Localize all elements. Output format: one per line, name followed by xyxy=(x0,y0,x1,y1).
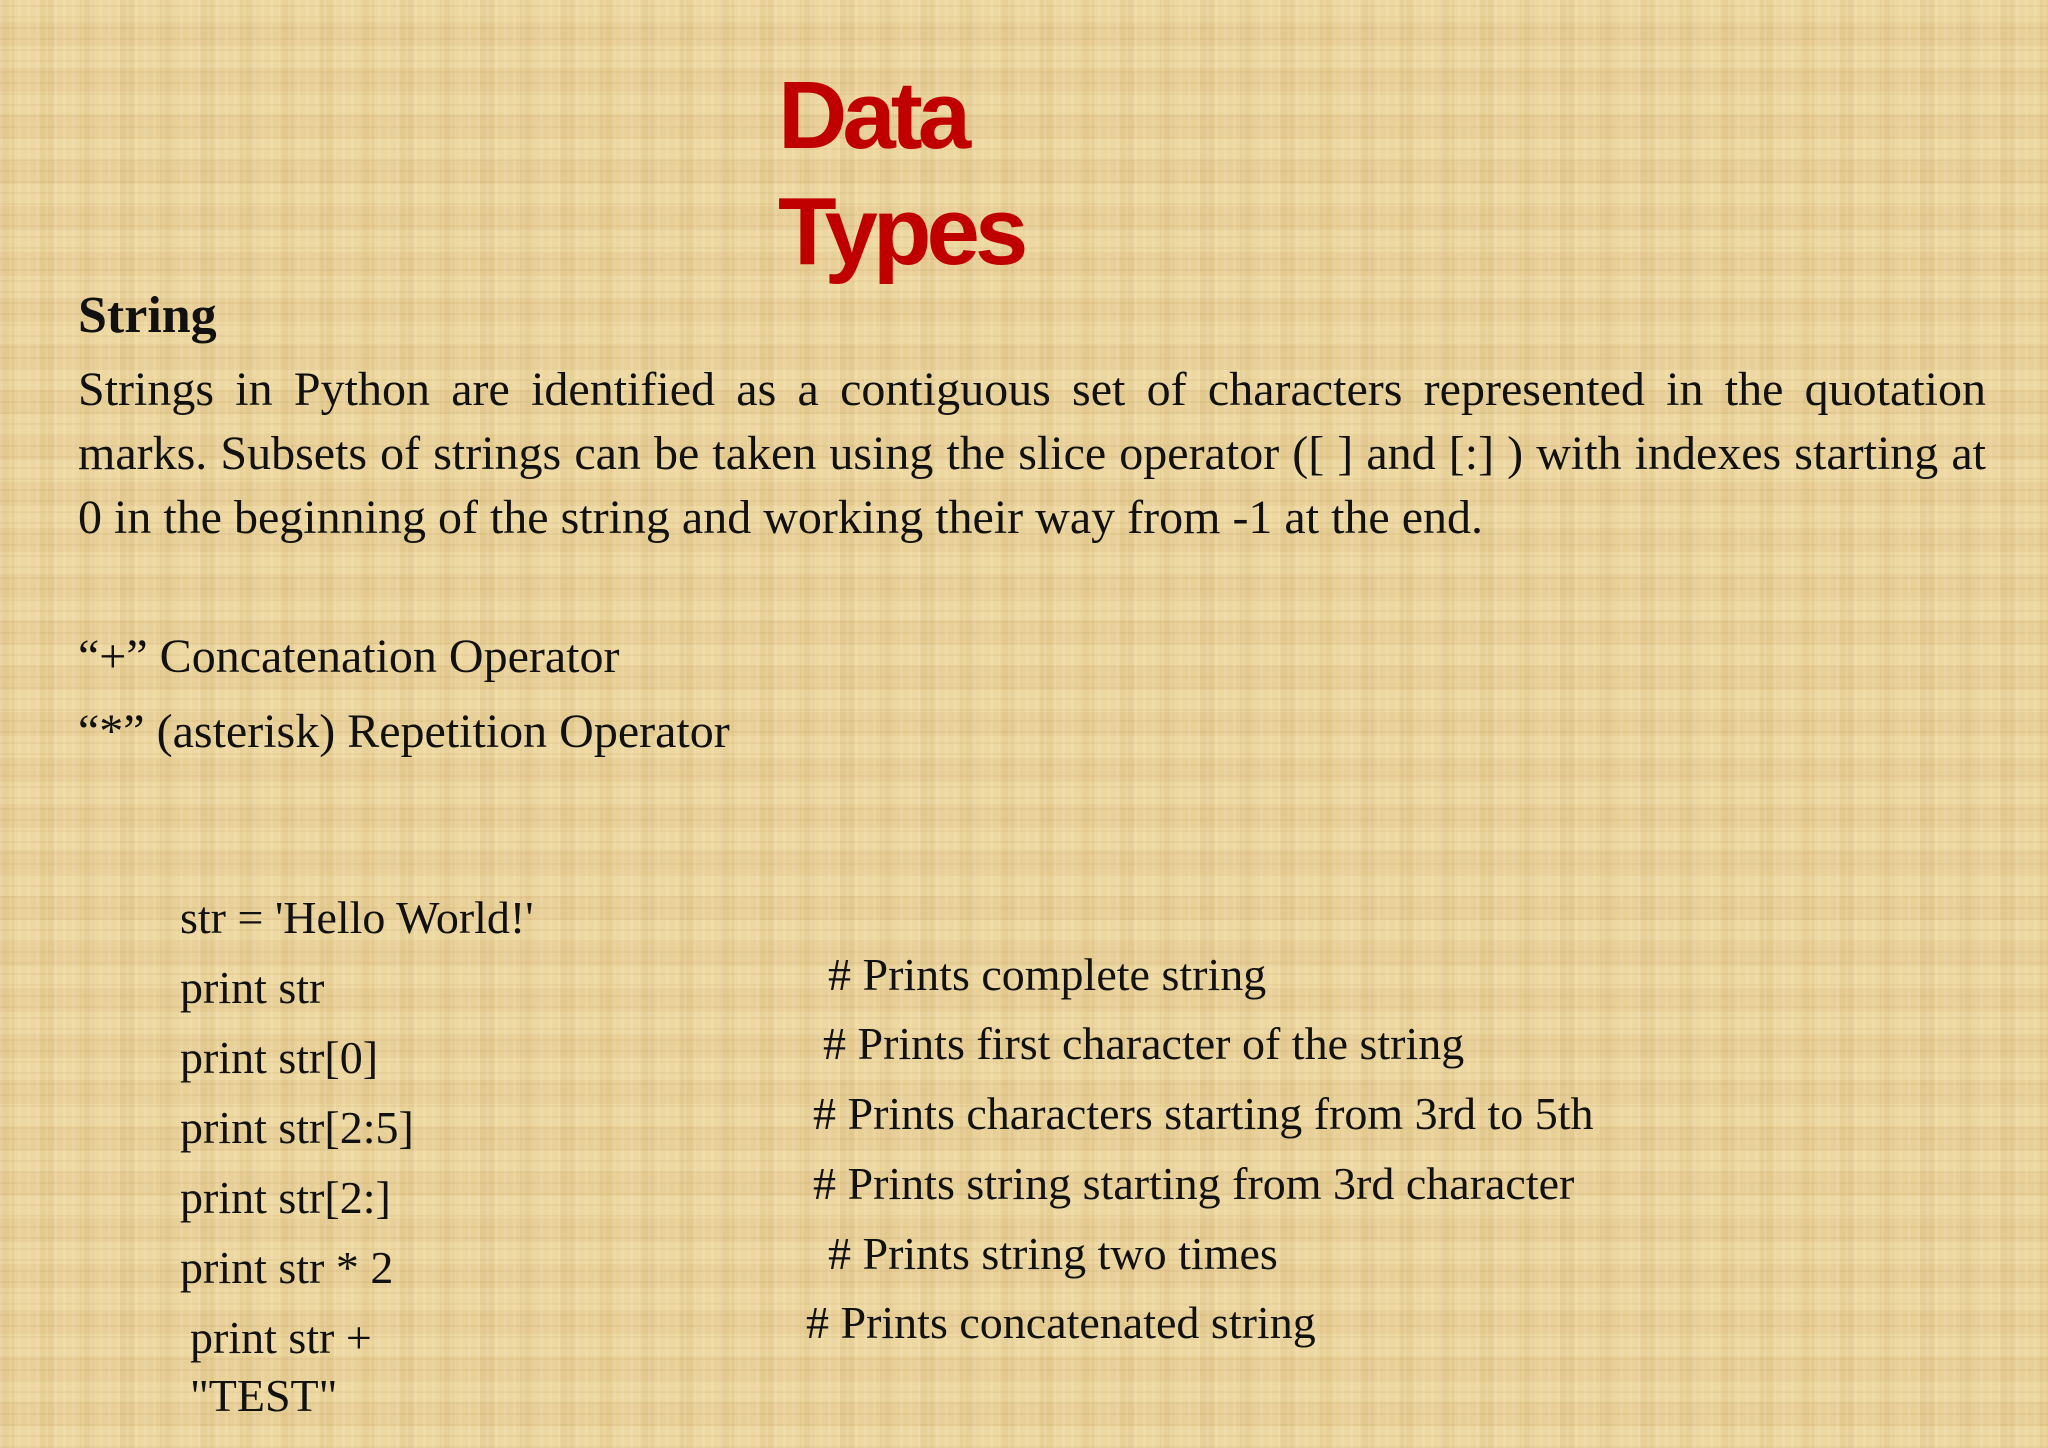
code-comment: # Prints string starting from 3rd character xyxy=(813,1158,1575,1209)
code-comment: # Prints concatenated string xyxy=(806,1297,1316,1348)
code-line: str = 'Hello World!' xyxy=(180,892,534,943)
title-line-1: Data xyxy=(778,62,967,169)
slide-title xyxy=(778,58,1023,290)
title-line-2: Types xyxy=(778,178,1024,285)
code-comment: # Prints complete string xyxy=(828,949,1267,1000)
section-heading: String xyxy=(78,287,217,344)
code-line: print str[0] xyxy=(180,1032,379,1083)
code-comment: # Prints string two times xyxy=(828,1228,1278,1279)
code-line: print str * 2 xyxy=(180,1242,394,1293)
code-comment: # Prints first character of the string xyxy=(823,1018,1465,1069)
code-line: print str[2:] xyxy=(180,1172,391,1223)
code-line: print str + "TEST" xyxy=(190,1312,372,1421)
repetition-operator-text: “*” (asterisk) Repetition Operator xyxy=(78,705,730,758)
code-line: print str[2:5] xyxy=(180,1102,414,1153)
code-comment: # Prints characters starting from 3rd to 5th xyxy=(813,1088,1594,1139)
code-line: print str xyxy=(180,962,325,1013)
description-paragraph: Strings in Python are identified as a contiguous set of characters represented in the quotation marks. Subsets of strings can be taken using the slice operator ([ ] and [:] ) with indexes starting at 0 in the beginning of the string and working their way from -1 at the end. xyxy=(78,363,1986,544)
concatenation-operator-text: “+” Concatenation Operator xyxy=(78,630,620,683)
